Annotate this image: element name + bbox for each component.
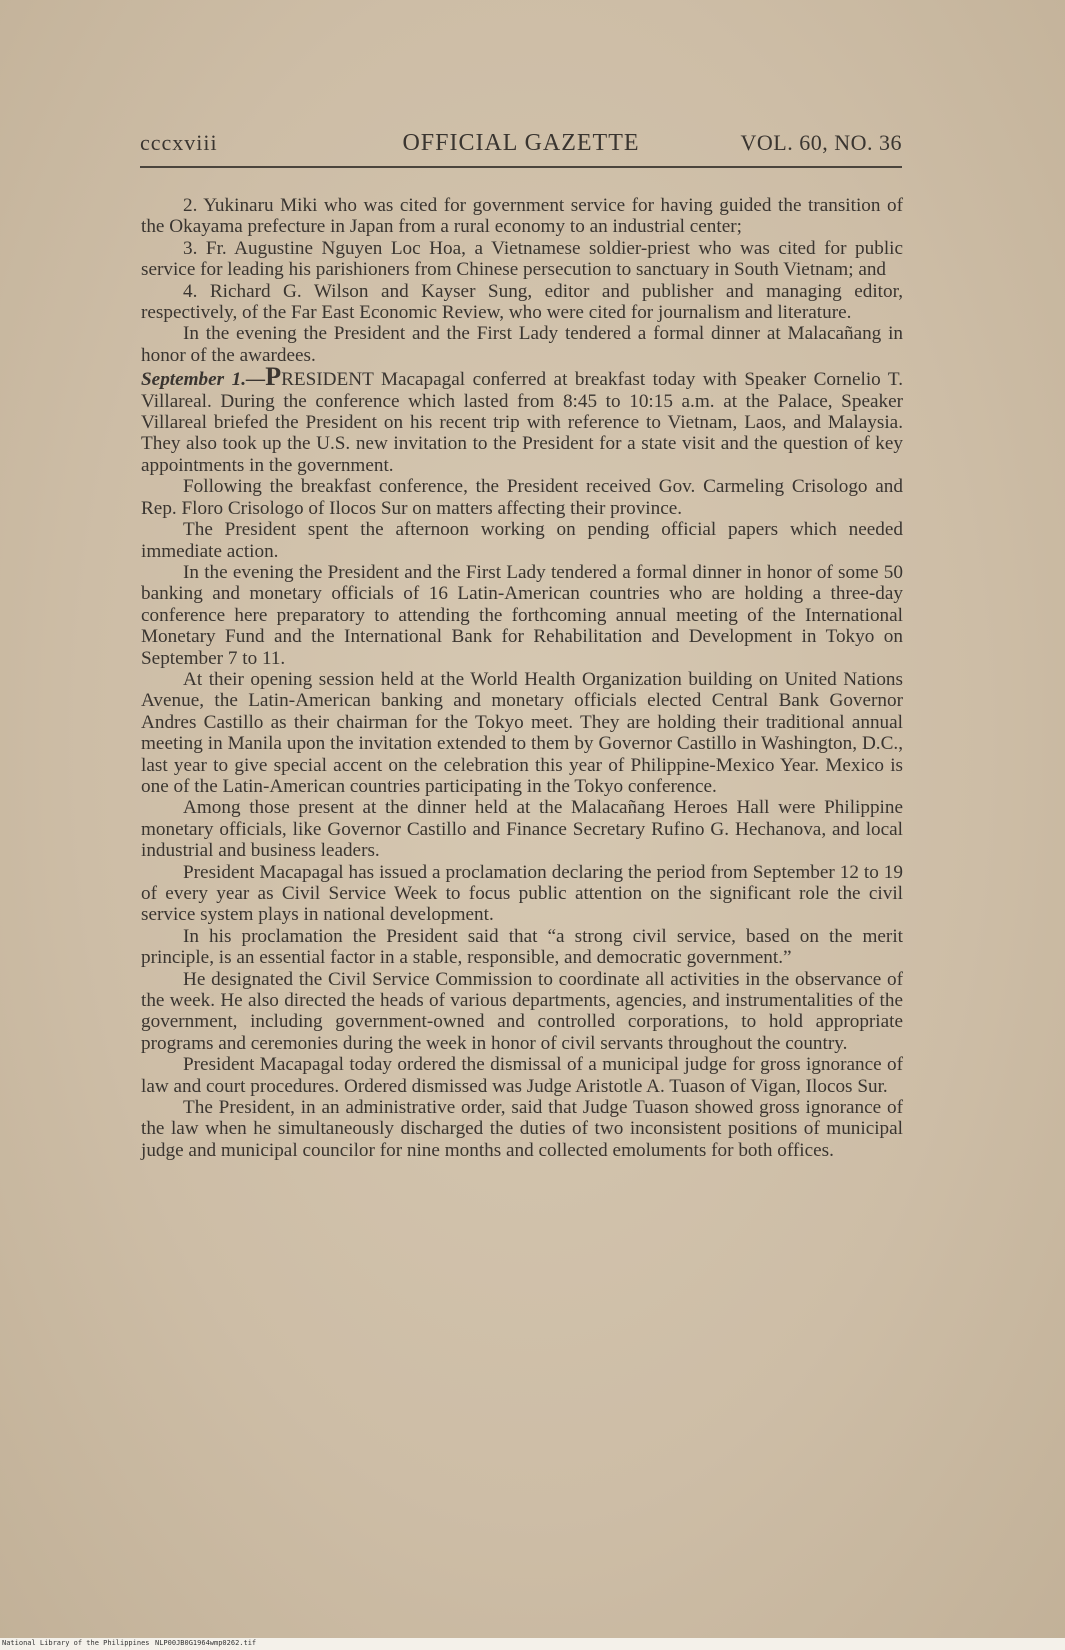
- volume-number: VOL. 60, NO. 36: [740, 130, 902, 155]
- scan-filename: NLP00JB0G1964wmp0262.tif: [155, 1639, 257, 1647]
- article-body: [141, 195, 903, 1161]
- page-number: cccxviii: [140, 130, 218, 155]
- paragraph: Among those present at the dinner held at the Malacañang Heroes Hall were Philippine monetary officials, like Governor Castillo and Finance Secretary Rufino G. Hechanova, and local industrial and business leaders.: [141, 797, 903, 862]
- page-header: [140, 130, 902, 164]
- drop-cap: P: [265, 362, 282, 392]
- publication-title: OFFICIAL GAZETTE: [402, 130, 640, 156]
- header-rule: [140, 166, 902, 168]
- scan-footer: [0, 1638, 1065, 1650]
- paragraph: The President, in an administrative order, said that Judge Tuason showed gross ignorance of the law when he simultaneously discharged the duties of two inconsistent positions of municipal judge and municipal councilor for nine months and collected emoluments for both offices.: [141, 1097, 903, 1161]
- paragraph: 3. Fr. Augustine Nguyen Loc Hoa, a Vietnamese soldier-priest who was cited for public service for leading his parishioners from Chinese persecution to sanctuary in South Vietnam; and: [141, 237, 903, 281]
- paragraph: President Macapagal has issued a proclamation declaring the period from September 12 to 19 of every year as Civil Service Week to focus public attention on the significant role the civil service system plays in national development.: [141, 861, 903, 926]
- paragraph: At their opening session held at the World Health Organization building on United Nations Avenue, the Latin-American banking and monetary officials elected Central Bank Governor Andres Castillo as their chairman for the Tokyo meet. They are holding their traditional annual meeting in Manila upon the invitation extended to them by Governor Castillo in Washington, D.C., last year to give special accent on the celebration this year of Philippine-Mexico Year. Mexico is one of the Latin-American countries participating in the Tokyo conference.: [141, 668, 903, 797]
- paragraph: In the evening the President and the First Lady tendered a formal dinner in honor of some 50 banking and monetary officials of 16 Latin-American countries who are holding a three-day conference here preparatory to attending the forthcoming annual meeting of the International Monetary Fund and the International Bank for Rehabilitation and Development in Tokyo on September 7 to 11.: [141, 561, 903, 669]
- paragraph: In the evening the President and the First Lady tendered a formal dinner at Malacañang in honor of the awardees.: [141, 323, 903, 366]
- paragraph: President Macapagal today ordered the dismissal of a municipal judge for gross ignorance of law and court procedures. Ordered dismissed was Judge Aristotle A. Tuason of Vigan, Ilocos Sur.: [141, 1054, 903, 1097]
- entry-date: September 1.—: [141, 369, 266, 391]
- paragraph: In his proclamation the President said that “a strong civil service, based on the merit principle, is an essential factor in a stable, responsible, and democratic government.”: [141, 925, 903, 969]
- paragraph: The President spent the afternoon working on pending official papers which needed immediate action.: [141, 519, 903, 562]
- paragraph: He designated the Civil Service Commission to coordinate all activities in the observance of the week. He also directed the heads of various departments, agencies, and instrumentalities of the government, including government-owned and controlled corporations, to hold appropriate programs and ceremonies during the week in honor of civil servants throughout the country.: [141, 968, 903, 1054]
- paragraph: 4. Richard G. Wilson and Kayser Sung, editor and publisher and managing editor, respectively, of the Far East Economic Review, who were cited for journalism and literature.: [141, 280, 903, 324]
- entry-text: RESIDENT Macapagal conferred at breakfast today with Speaker Cornelio T. Villareal. During the conference which lasted from 8:45 to 10:15 a.m. at the Palace, Speaker Villareal briefed the President on his recent trip with reference to Vietnam, Laos, and Malaysia. They also took up the U.S. new invitation to the President for a state visit and the question of key appointments in the government.: [141, 369, 903, 476]
- library-credit: National Library of the Philippines: [2, 1639, 150, 1647]
- date-entry: [141, 362, 903, 476]
- paragraph: 2. Yukinaru Miki who was cited for government service for having guided the transition of the Okayama prefecture in Japan from a rural economy to an industrial center;: [141, 195, 903, 238]
- paragraph: Following the breakfast conference, the President received Gov. Carmeling Crisologo and Rep. Floro Crisologo of Ilocos Sur on matters affecting their province.: [141, 476, 903, 519]
